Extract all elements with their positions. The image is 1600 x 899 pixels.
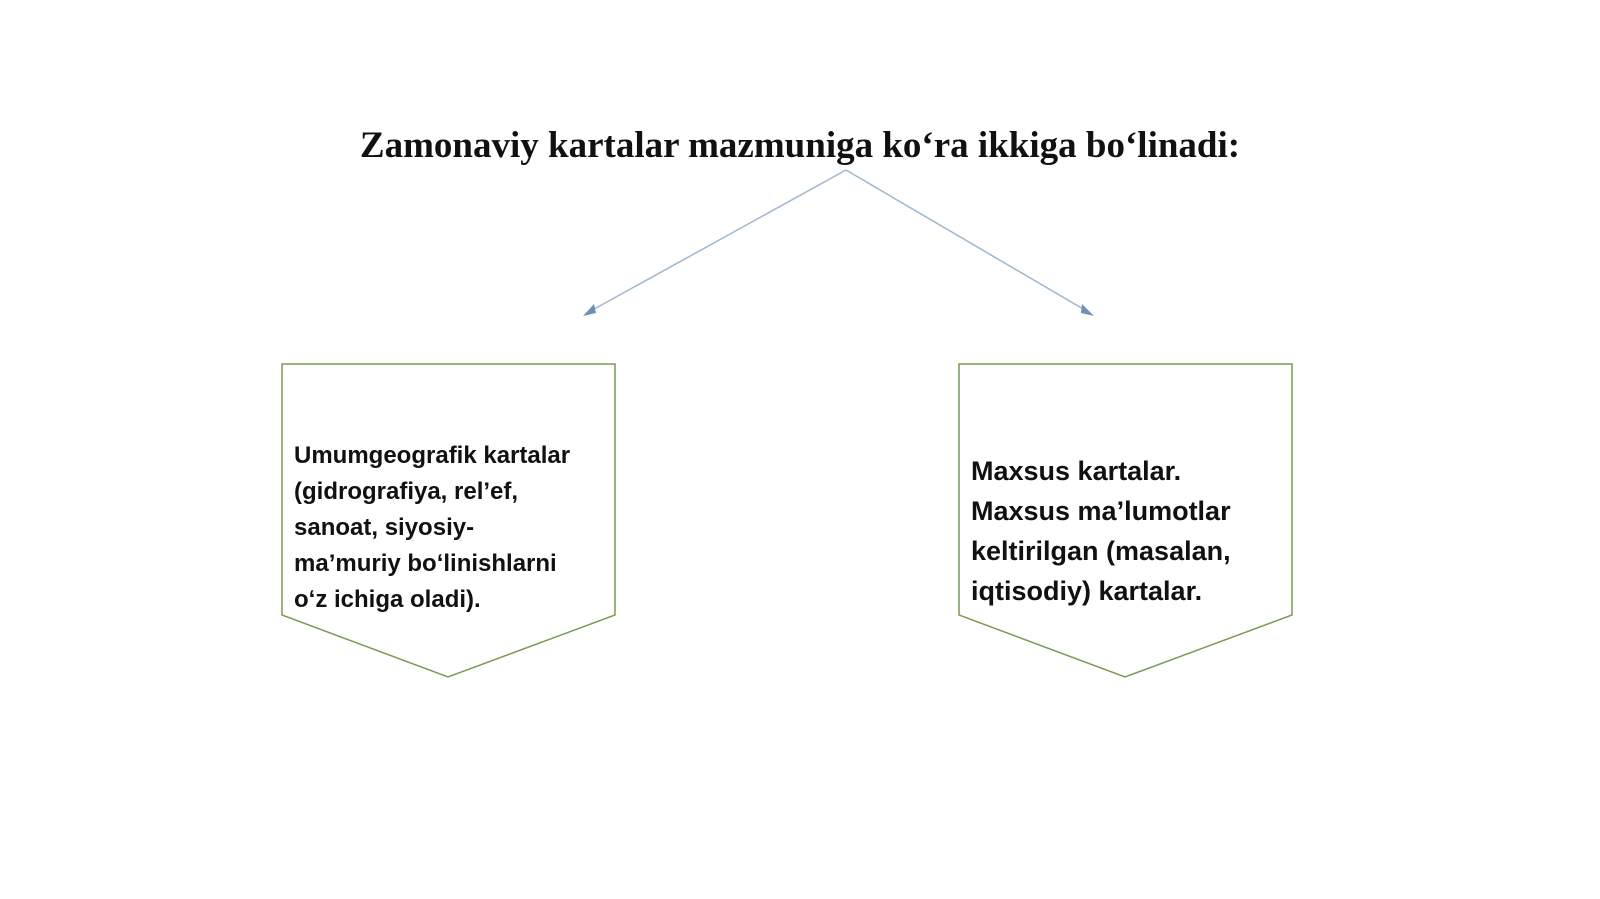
arrow-right [846,170,1090,313]
branch-text-special-maps: Maxsus kartalar. Maxsus ma’lumotlar keltirilgan (masalan, iqtisodiy) kartalar. [971,456,1231,606]
branch-text-general-maps: Umumgeografik kartalar (gidrografiya, rel’ef, sanoat, siyosiy- ma’muriy boʻlinishlarni oʻz ichiga oladi). [294,442,571,613]
arrowhead-left [583,304,596,316]
diagram-title: Zamonaviy kartalar mazmuniga koʻra ikkiga boʻlinadi: [359,125,1241,166]
arrowhead-right [1081,304,1094,316]
branch-box-special-maps [958,363,1293,679]
arrow-left [587,170,846,313]
branch-box-general-maps [281,363,616,679]
